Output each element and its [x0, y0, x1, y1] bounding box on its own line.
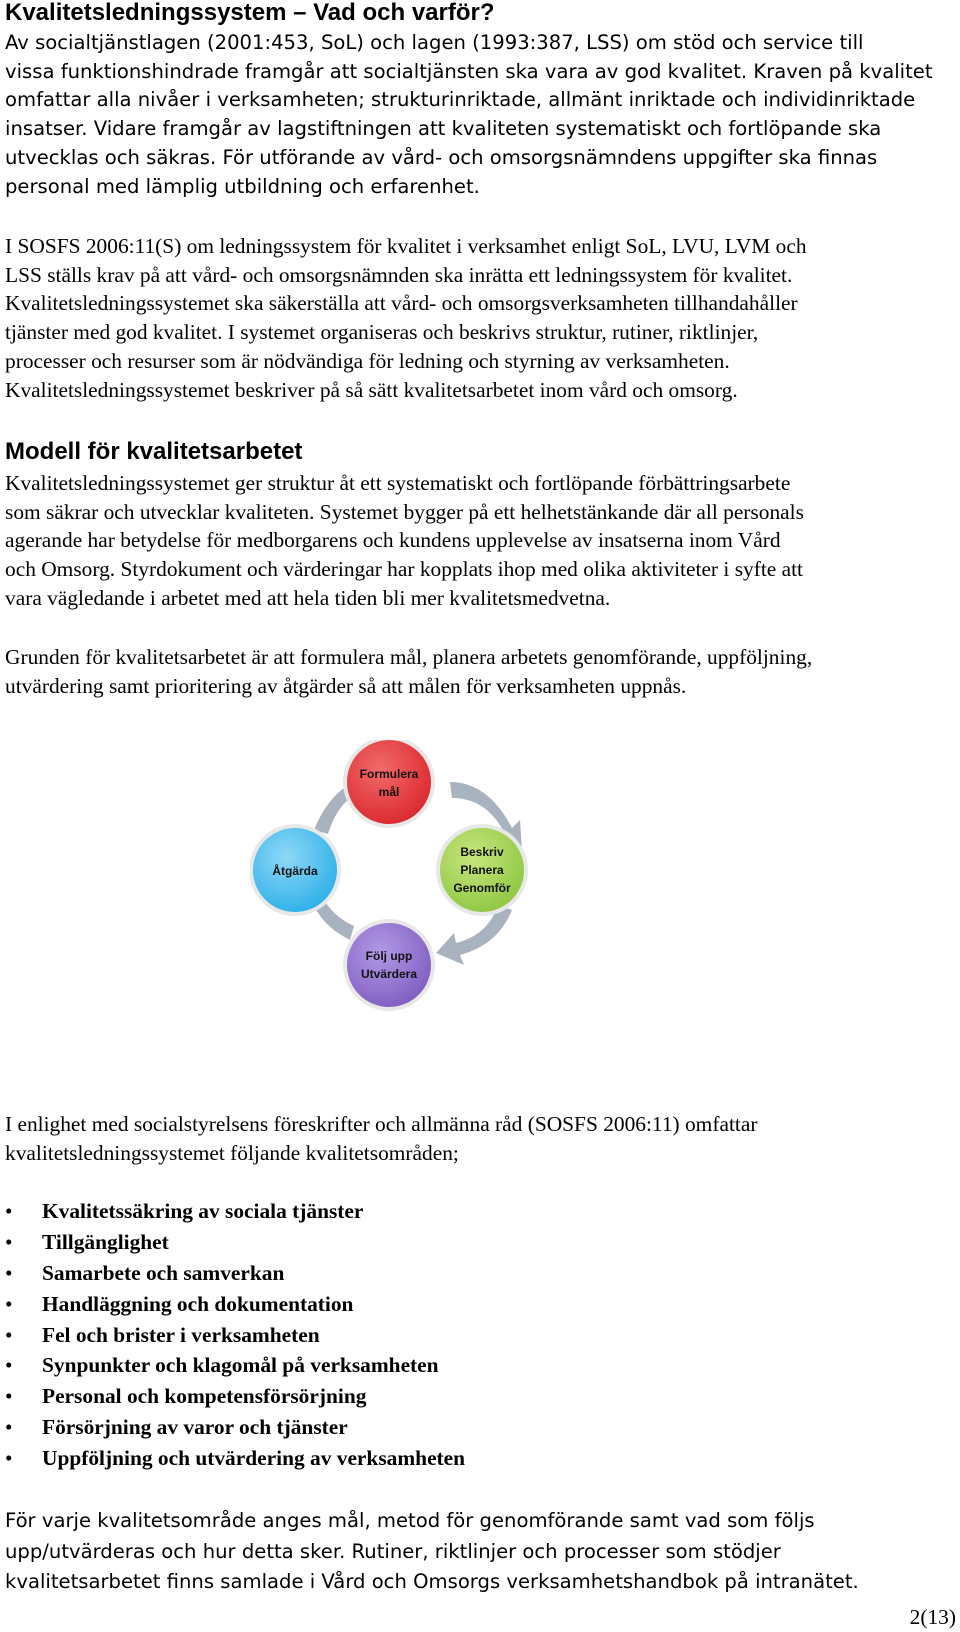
bullet-icon: •	[5, 1291, 13, 1316]
quality-cycle-diagram	[250, 740, 690, 1060]
label-bottom-2: Utvärdera	[360, 967, 418, 981]
text-line: Grunden för kvalitetsarbetet är att formulera mål, planera arbetets genomförande, uppföljning,	[5, 645, 813, 669]
heading-quality-system: Kvalitetsledningssystem – Vad och varför?	[5, 0, 495, 26]
quality-areas-list	[0, 1196, 465, 1474]
list-item-text: Uppföljning och utvärdering av verksamheten	[42, 1446, 466, 1471]
bullet-icon: •	[5, 1260, 13, 1285]
bullet-icon: •	[5, 1322, 13, 1347]
text-line: och Omsorg. Styrdokument och värderingar har kopplats ihop med olika aktiviteter i syfte att	[5, 557, 804, 582]
text-line: Av socialtjänstlagen (2001:453, SoL) och lagen (1993:387, LSS) om stöd och service till	[5, 31, 864, 54]
paragraph-legal-basis	[5, 29, 933, 201]
text-line: upp/utvärderas och hur detta sker. Rutiner, riktlinjer och processer som stödjer	[5, 1539, 781, 1563]
text-line: insatser. Vidare framgår av lagstiftningen att kvaliteten systematiskt och fortlöpande ska	[5, 117, 882, 141]
text-line: I enlighet med socialstyrelsens föreskrifter och allmänna råd (SOSFS 2006:11) omfattar	[5, 1112, 758, 1136]
label-top-2: mål	[378, 785, 400, 799]
text-line: tjänster med god kvalitet. I systemet organiseras och beskrivs struktur, rutiner, riktlinjer,	[5, 320, 759, 345]
circle-follow-up-evaluate	[345, 921, 433, 1009]
page-number: 2(13)	[909, 1605, 956, 1629]
paragraph-foundation	[5, 643, 812, 700]
list-item	[0, 1350, 465, 1381]
bullet-icon: •	[5, 1415, 13, 1440]
text-line: För varje kvalitetsområde anges mål, metod för genomförande samt vad som följs	[5, 1509, 815, 1532]
bullet-icon: •	[5, 1384, 13, 1409]
bullet-icon: •	[5, 1446, 13, 1471]
list-item-text: Tillgänglighet	[42, 1229, 169, 1254]
text-line: vara vägledande i arbetet med att hela tiden bli mer kvalitetsmedvetna.	[5, 585, 611, 610]
list-item-text: Samarbete och samverkan	[42, 1260, 285, 1285]
text-line: Kvalitetsledningssystemet ska säkerställa att vård- och omsorgsverksamheten tillhandahåller	[5, 291, 798, 316]
list-item	[0, 1443, 465, 1474]
text-line: vissa funktionshindrade framgår att socialtjänsten ska vara av god kvalitet. Kraven på kvalitet	[5, 59, 933, 83]
label-right-1: Beskriv	[460, 845, 504, 859]
text-line: personal med lämplig utbildning och erfarenhet.	[5, 174, 480, 198]
circle-act	[251, 826, 339, 914]
paragraph-closing	[5, 1506, 859, 1598]
text-line: kvalitetsledningssystemet följande kvalitetsområden;	[5, 1140, 459, 1165]
circle-formulate-goals	[345, 740, 433, 826]
text-line: I SOSFS 2006:11(S) om ledningssystem för kvalitet i verksamhet enligt SoL, LVU, LVM och	[5, 234, 807, 258]
list-item-text: Kvalitetssäkring av sociala tjänster	[42, 1199, 364, 1223]
list-item-text: Personal och kompetensförsörjning	[42, 1384, 367, 1409]
list-item	[0, 1289, 465, 1320]
text-line: utvecklas och säkras. För utförande av vård- och omsorgsnämndens uppgifter ska finnas	[5, 145, 878, 169]
list-item	[0, 1258, 465, 1289]
text-line: utvärdering samt prioritering av åtgärder så att målen för verksamheten uppnås.	[5, 673, 687, 698]
list-item-text: Försörjning av varor och tjänster	[42, 1415, 348, 1440]
label-right-2: Planera	[460, 863, 504, 877]
circle-plan-execute	[438, 826, 526, 914]
list-item	[0, 1196, 465, 1227]
text-line: Kvalitetsledningssystemet beskriver på så sätt kvalitetsarbetet inom vård och omsorg.	[5, 377, 738, 402]
text-line: processer och resurser som är nödvändiga för ledning och styrning av verksamheten.	[5, 348, 730, 373]
label-bottom-1: Följ upp	[365, 949, 413, 963]
cycle-svg	[250, 740, 690, 1060]
bullet-icon: •	[5, 1353, 13, 1378]
list-item	[0, 1381, 465, 1412]
text-line: agerande har betydelse för medborgarens och kundens upplevelse av insatserna inom Vård	[5, 528, 781, 553]
label-left-1: Åtgärda	[272, 864, 318, 878]
heading-model: Modell för kvalitetsarbetet	[5, 438, 303, 465]
text-line: Kvalitetsledningssystemet ger struktur åt ett systematiskt och fortlöpande förbättringsarbete	[5, 471, 791, 495]
text-line: kvalitetsarbetet finns samlade i Vård och Omsorgs verksamhetshandbok på intranätet.	[5, 1570, 859, 1594]
paragraph-sosfs	[5, 232, 807, 404]
text-line: LSS ställs krav på att vård- och omsorgsnämnden ska inrätta ett ledningssystem för kvalitet.	[5, 262, 793, 287]
bullet-icon: •	[5, 1229, 13, 1254]
label-right-3: Genomför	[453, 881, 511, 895]
text-line: som säkrar och utvecklar kvaliteten. Systemet bygger på ett helhetstänkande där all personals	[5, 499, 804, 524]
text-line: omfattar alla nivåer i verksamheten; strukturinriktade, allmänt inriktade och individinriktade	[5, 88, 916, 112]
list-item	[0, 1412, 465, 1443]
label-top-1: Formulera	[359, 767, 419, 781]
list-item	[0, 1227, 465, 1258]
bullet-icon: •	[5, 1199, 13, 1223]
list-item-text: Handläggning och dokumentation	[42, 1291, 354, 1316]
paragraph-quality-areas-intro	[5, 1110, 757, 1167]
list-item-text: Fel och brister i verksamheten	[42, 1322, 320, 1347]
paragraph-model	[5, 469, 804, 613]
list-item-text: Synpunkter och klagomål på verksamheten	[42, 1353, 439, 1378]
list-item	[0, 1320, 465, 1351]
